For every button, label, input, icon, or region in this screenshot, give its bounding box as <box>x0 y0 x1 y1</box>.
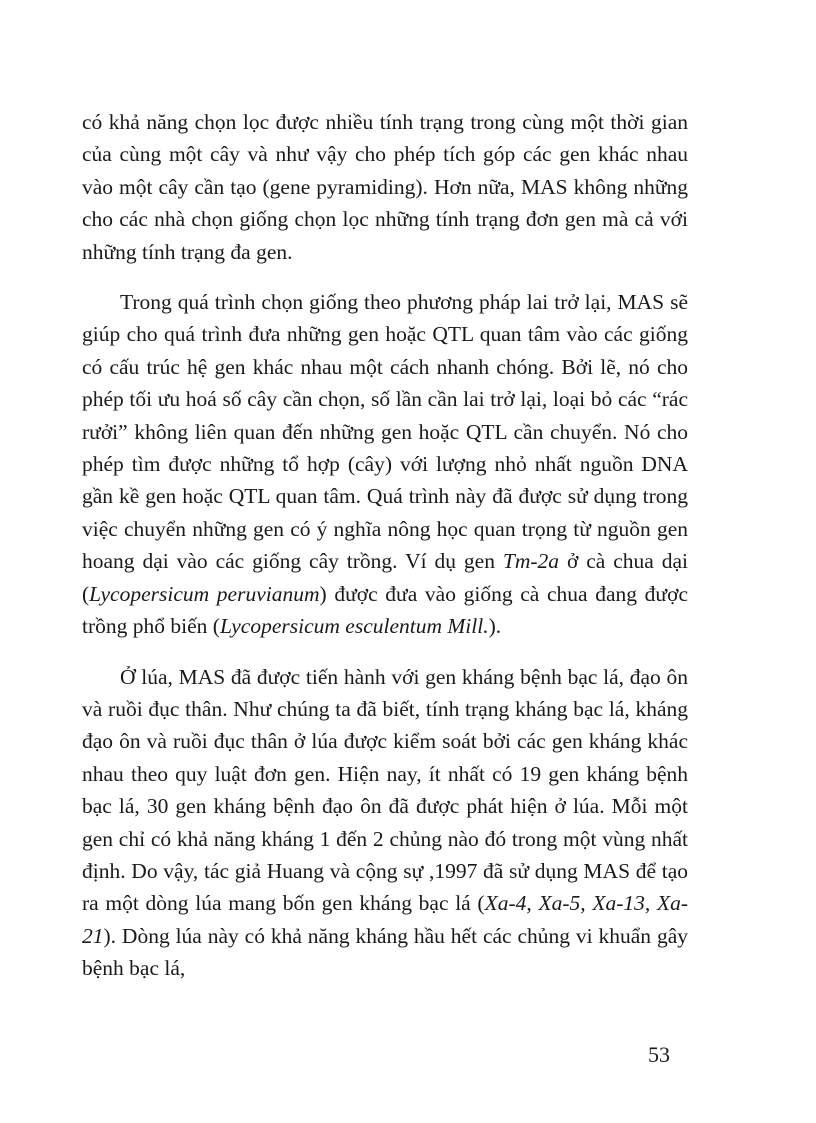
paragraph-2 <box>82 286 688 642</box>
text-run: ) được đưa vào giống cà chua đang được trồng phổ biến ( <box>82 581 688 639</box>
italic-term: Lycopersicum esculentum Mill. <box>219 614 489 639</box>
text-run: ). <box>488 614 502 639</box>
italic-term: Xa-4, Xa-5, Xa-13, Xa-21 <box>82 891 689 948</box>
text-run: Ở lúa, MAS đã được tiến hành với gen kháng bệnh bạc lá, đạo ôn và ruồi đục thân. Như chúng ta đã biết, tính trạng kháng bạc lá, kháng đạo ôn và ruồi đục thân ở lúa được kiểm soát bởi các gen kháng khác nhau theo quy luật đơn gen. Hiện nay, ít nhất có 19 gen kháng bệnh bạc lá, 30 gen kháng bệnh đạo ôn đã được phát hiện ở lúa. Mỗi một gen chỉ có khả năng kháng 1 đến 2 chủng nào đó trong một vùng nhất định. Do vậy, tác giả Huang và cộng sự ,1997 đã sử dụng MAS để tạo ra một dòng lúa mang bốn gen kháng bạc lá ( <box>82 664 688 916</box>
text-run: ). Dòng lúa này có khả năng kháng hầu hết các chủng vi khuẩn gây bệnh bạc lá, <box>82 923 688 981</box>
italic-term: Lycopersicum peruvianum <box>89 581 320 606</box>
italic-term: Tm-2a <box>502 549 560 574</box>
text-run: có khả năng chọn lọc được nhiều tính trạng trong cùng một thời gian của cùng một cây và như vậy cho phép tích góp các gen khác nhau vào một cây cần tạo (gene pyramiding). Hơn nữa, MAS không những cho các nhà chọn giống chọn lọc những tính trạng đơn gen mà cả với những tính trạng đa gen. <box>82 110 688 264</box>
body-text <box>82 106 688 985</box>
paragraph-3 <box>82 661 688 985</box>
page-number: 53 <box>648 1042 670 1067</box>
text-run: Trong quá trình chọn giống theo phương pháp lai trở lại, MAS sẽ giúp cho quá trình đưa những gen hoặc QTL quan tâm vào các giống có cấu trúc hệ gen khác nhau một cách nhanh chóng. Bởi lẽ, nó cho phép tối ưu hoá số cây cần chọn, số lần cần lai trở lại, loại bỏ các “rác rưởi” không liên quan đến những gen hoặc QTL cần chuyển. Nó cho phép tìm được những tổ hợp (cây) với lượng nhỏ nhất nguồn DNA gần kề gen hoặc QTL quan tâm. Quá trình này đã được sử dụng trong việc chuyển những gen có ý nghĩa nông học quan trọng từ nguồn gen hoang dại vào các giống cây trồng. Ví dụ gen <box>82 290 688 574</box>
paragraph-1 <box>82 106 688 268</box>
text-run: ở cà chua dại ( <box>82 549 689 606</box>
